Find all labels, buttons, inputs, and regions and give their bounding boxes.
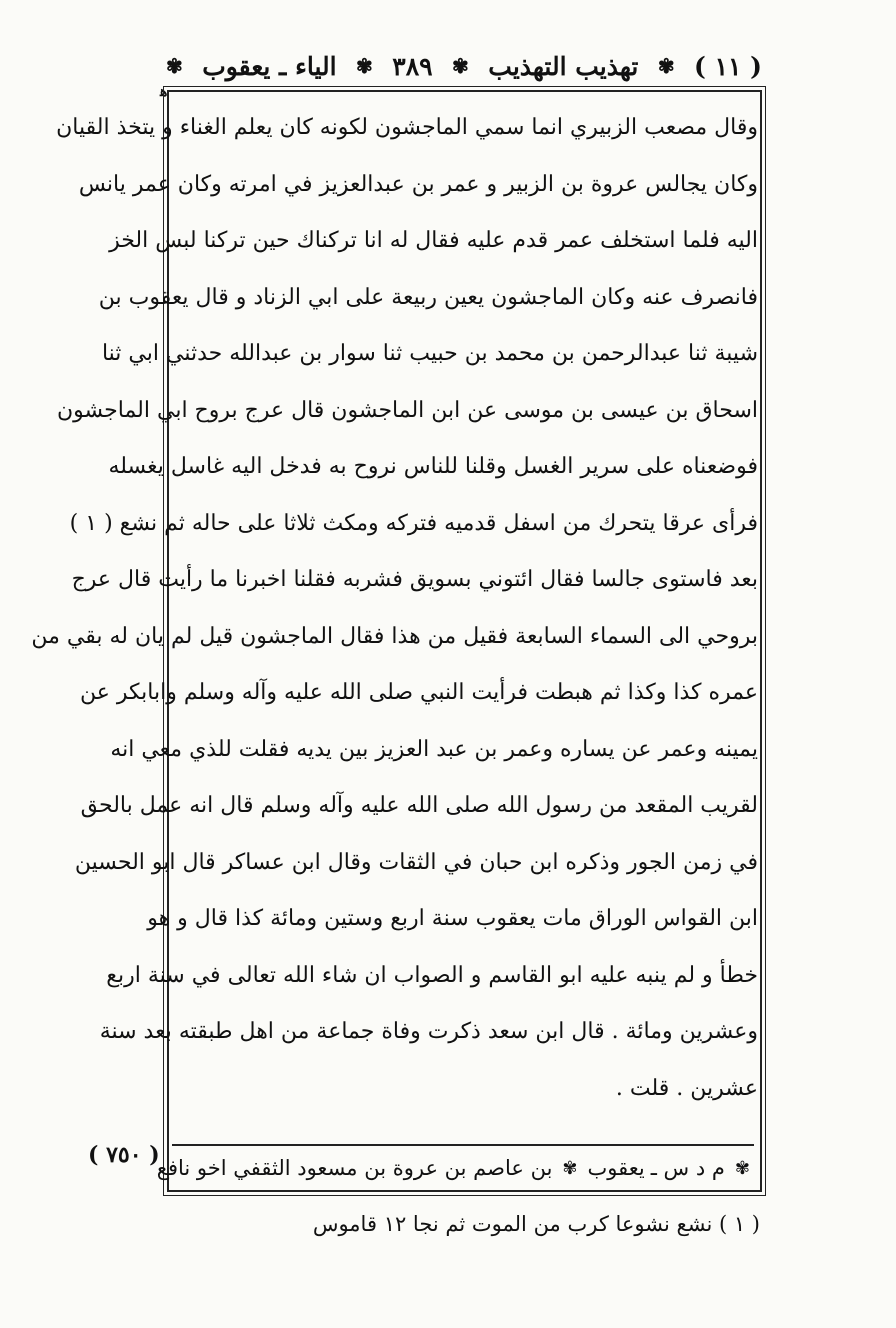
book-title: تهذيب التهذيب	[488, 51, 639, 81]
text-line: عمره كذا وكذا ثم هبطت فرأيت النبي صلى الله عليه وآله وسلم وابابكر عن	[80, 680, 758, 705]
text-line: وعشرين ومائة . قال ابن سعد ذكرت وفاة جماعة من اهل طبقته بعد سنة	[99, 1019, 758, 1044]
text-line: وقال مصعب الزبيري انما سمي الماجشون لكونه كان يعلم الغناء و يتخذ القيان	[56, 115, 758, 140]
entry-heading	[156, 1144, 754, 1190]
corner-mark: ﻫ	[160, 84, 168, 100]
text-line: اسحاق بن عيسى بن موسى عن ابن الماجشون قال عرج بروح ابي الماجشون	[57, 397, 758, 423]
main-text	[31, 100, 758, 1117]
text-line: في زمن الجور وذكره ابن حبان في الثقات وقال ابن عساكر قال ابو الحسين	[74, 849, 758, 875]
text-line: اليه فلما استخلف عمر قدم عليه فقال له انا تركناك حين تركنا لبس الخز	[109, 228, 758, 253]
text-line: شيبة ثنا عبدالرحمن بن محمد بن حبيب ثنا سوار بن عبدالله حدثني ابي ثنا	[101, 341, 758, 366]
header-ornament-icon: ✾	[166, 54, 183, 78]
entry-ornament-icon: ✾	[562, 1157, 578, 1179]
entry-name: يعقوب	[587, 1156, 645, 1180]
text-line: فانصرف عنه وكان الماجشون يعين ربيعة على ابي الزناد و قال يعقوب بن	[98, 284, 758, 310]
entry-number: ( ٧٥٠ )	[88, 1142, 160, 1168]
page-number: ٣٨٩	[392, 51, 433, 81]
section-title: الياء ـ يعقوب	[202, 51, 337, 81]
header-ornament-icon: ✾	[452, 54, 469, 78]
header-ornament-icon: ✾	[657, 54, 675, 78]
entry-symbols: م د س ـ	[650, 1156, 725, 1180]
text-line: بعد فاستوى جالسا فقال ائتوني بسويق فشربه فقلنا اخبرنا ما رأيت قال عرج	[71, 567, 758, 592]
text-line: وكان يجالس عروة بن الزبير و عمر بن عبدالعزيز في امرته وكان عمر يانس	[78, 171, 758, 197]
text-line: فرأى عرقا يتحرك من اسفل قدميه فتركه ومكث ثلاثا على حاله ثم نشع ( ١ )	[69, 510, 758, 536]
text-line: يمينه وعمر عن يساره وعمر بن عبد العزيز بين يديه فقلت للذي معي انه	[110, 736, 758, 762]
text-line: فوضعناه على سرير الغسل وقلنا للناس نروح به فدخل اليه غاسل يغسله	[108, 454, 758, 479]
text-line: خطأ و لم ينبه عليه ابو القاسم و الصواب ان شاء الله تعالى في سنة اربع	[106, 962, 758, 988]
entry-lineage: بن عاصم بن عروة بن مسعود الثقفي اخو نافع	[156, 1156, 553, 1180]
footnote: ( ١ ) نشع نشوعا كرب من الموت ثم نجا ١٢ قاموس	[312, 1212, 760, 1236]
header-ornament-icon: ✾	[356, 54, 373, 78]
text-line: بروحي الى السماء السابعة فقيل من هذا فقال الماجشون قيل لم يان له بقي من	[31, 623, 758, 649]
entry-ornament-icon: ✾	[734, 1157, 750, 1179]
text-line: ابن القواس الوراق مات يعقوب سنة اربع وستين ومائة كذا قال و هو	[147, 906, 758, 931]
text-line: عشرين . قلت .	[615, 1075, 758, 1101]
volume-number: ( ١١ )	[694, 51, 762, 81]
text-line: لقريب المقعد من رسول الله صلى الله عليه وآله وسلم قال انه عمل بالحق	[80, 793, 758, 818]
running-header	[162, 44, 762, 88]
